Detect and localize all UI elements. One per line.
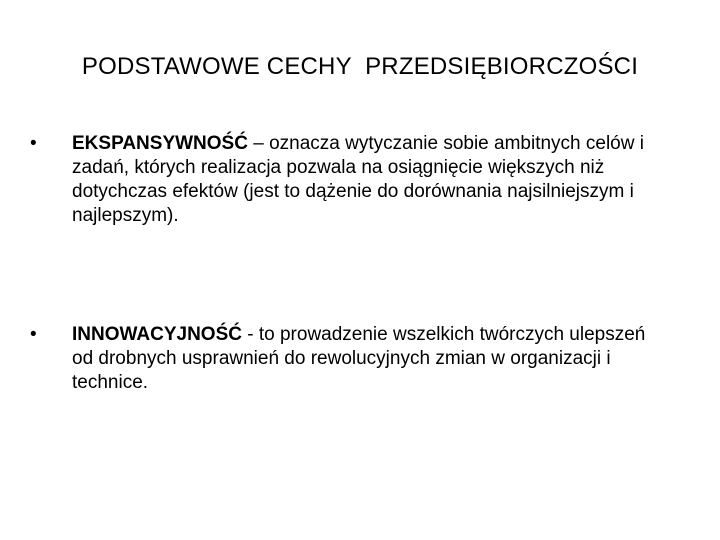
- bullet-term: INNOWACYJNOŚĆ: [72, 324, 242, 345]
- slide-title: PODSTAWOWE CECHY PRZEDSIĘBIORCZOŚCI: [81, 53, 639, 80]
- bullet-item-ekspansywnosc: [30, 132, 670, 228]
- bullet-marker: •: [30, 133, 37, 154]
- bullet-text: [72, 323, 670, 395]
- bullet-marker: •: [30, 324, 37, 345]
- bullet-definition: – oznacza wytyczanie sobie ambitnych celów i zadań, których realizacja pozwala na osiągnięcie większych niż dotychczas efektów (jest to dążenie do dorównania najsilniejszym i najlepszym).: [72, 133, 644, 226]
- bullet-definition: - to prowadzenie wszelkich twórczych ulepszeń od drobnych usprawnień do rewolucyjnych zmian w organizacji i technice.: [72, 324, 646, 393]
- bullet-text: [72, 132, 670, 228]
- bullet-term: EKSPANSYWNOŚĆ: [72, 133, 248, 154]
- bullet-item-innowacyjnosc: [30, 323, 670, 395]
